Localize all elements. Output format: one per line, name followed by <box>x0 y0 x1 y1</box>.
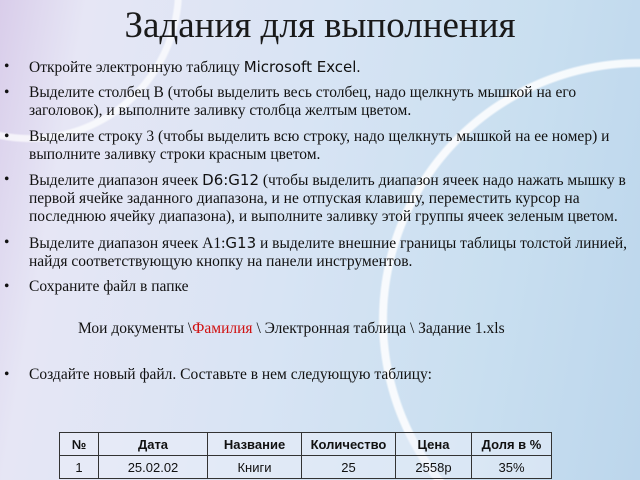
file-path: Мои документы \Фамилия \ Электронная таблица \ Задание 1.xls <box>78 320 505 337</box>
header-cell: № <box>60 433 99 456</box>
task-item: • Создайте новый файл. Составьте в нем следующую таблицу: <box>4 366 432 383</box>
task-item: • Сохраните файл в папке <box>4 278 189 296</box>
table-cell: 25.02.02 <box>99 456 208 479</box>
table-row <box>60 456 552 479</box>
sample-table <box>59 432 552 479</box>
table-cell: 1 <box>60 456 99 479</box>
slide-title: Задания для выполнения <box>124 5 516 46</box>
header-cell: Цена <box>396 433 472 456</box>
table-header-row <box>60 433 552 456</box>
header-cell: Дата <box>99 433 208 456</box>
table-cell: 35% <box>472 456 552 479</box>
header-cell: Название <box>208 433 302 456</box>
table-cell: 25 <box>302 456 396 479</box>
task-item: • Выделите диапазон ячеек А1:G13 и выделите внешние границы таблицы толстой линией, найдя соответствующую кнопку на панели инструментов. <box>4 233 628 270</box>
header-cell: Доля в % <box>472 433 552 456</box>
table-cell: 2558р <box>396 456 472 479</box>
task-item: • Выделите строку 3 (чтобы выделить всю строку, надо щелкнуть мышкой на ее номер) и выполните заливку строки красным цветом. <box>4 127 610 163</box>
task-item: • Выделите диапазон ячеек D6:G12 (чтобы выделить диапазон ячеек надо нажать мышку в первой ячейке заданного диапазона, и не отпуская клавишу, переместить курсор на последнюю ячейку диапазона), и выполните заливку этой группы ячеек зеленым цветом. <box>4 171 626 226</box>
table-cell: Книги <box>208 456 302 479</box>
task-item: • Выделите столбец В (чтобы выделить весь столбец, надо щелкнуть мышкой на его заголовок), и выполните заливку столбца желтым цветом. <box>4 84 577 120</box>
header-cell: Количество <box>302 433 396 456</box>
task-list <box>0 58 630 303</box>
task-item: • Откройте электронную таблицу Microsoft Excel. <box>4 58 361 76</box>
task-list-continued <box>0 366 630 391</box>
